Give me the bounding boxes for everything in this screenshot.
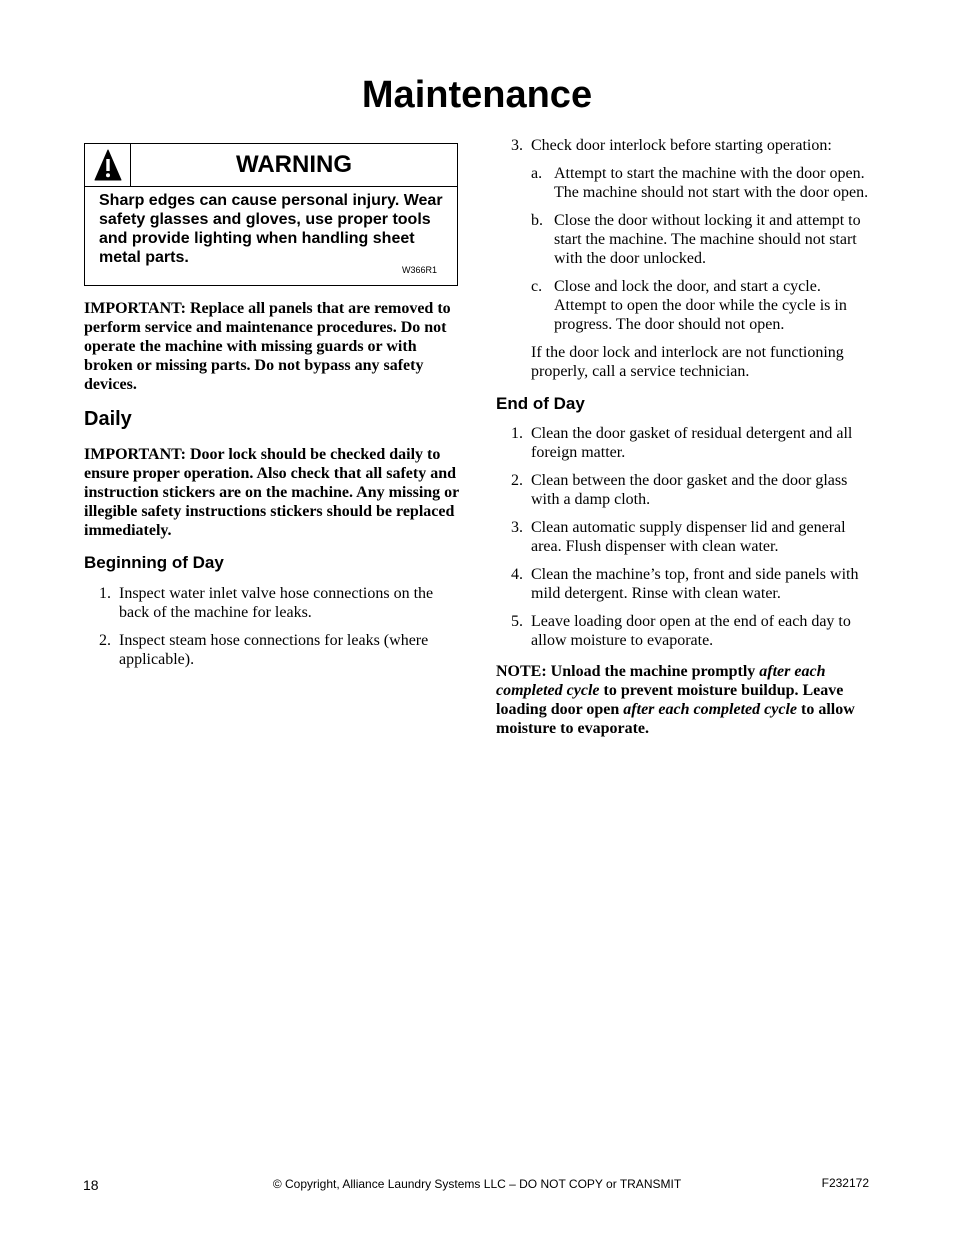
right-column xyxy=(496,136,870,738)
document-id: F232172 xyxy=(821,1176,869,1190)
page-title: Maintenance xyxy=(361,74,593,116)
beginning-of-day-steps xyxy=(84,584,460,669)
list-item: 3. Check door interlock before starting operation: xyxy=(511,137,832,154)
list-item: 1. Inspect water inlet valve hose connections on the back of the machine for leaks. xyxy=(99,585,434,621)
end-of-day-heading: End of Day xyxy=(496,394,585,413)
door-interlock-substeps xyxy=(496,164,870,334)
list-item: 3. Clean automatic supply dispenser lid and general area. Flush dispenser with clean water. xyxy=(511,519,846,555)
beginning-of-day-heading: Beginning of Day xyxy=(84,553,224,572)
beginning-of-day-steps-continued xyxy=(496,136,870,155)
list-item: 4. Clean the machine’s top, front and side panels with mild detergent. Rinse with clean water. xyxy=(511,566,859,602)
warning-text: Sharp edges can cause personal injury. Wear safety glasses and gloves, use proper tools and provide lighting when handling sheet metal parts. xyxy=(99,192,443,266)
list-item: c. Close and lock the door, and start a cycle. Attempt to open the door while the cycle is in progress. The door should not open. xyxy=(531,278,847,333)
warning-icon-cell xyxy=(85,144,131,186)
list-item: 2. Inspect steam hose connections for leaks (where applicable). xyxy=(99,632,429,668)
important-panels-notice: IMPORTANT: Replace all panels that are removed to perform service and maintenance procedures. Do not operate the machine with missing guards or with broken or missing parts. Do not bypass any safety devices. xyxy=(84,300,451,393)
left-column xyxy=(84,143,460,669)
warning-header xyxy=(85,144,457,187)
warning-heading: WARNING xyxy=(236,151,352,178)
daily-heading: Daily xyxy=(84,408,132,430)
list-item: 1. Clean the door gasket of residual detergent and all foreign matter. xyxy=(511,425,853,461)
moisture-note: NOTE: Unload the machine promptly after each completed cycle to prevent moisture buildup. Leave loading door open after each completed cycle to allow moisture to evaporate. xyxy=(496,663,855,737)
copyright-notice: © Copyright, Alliance Laundry Systems LLC – DO NOT COPY or TRANSMIT xyxy=(272,1177,682,1191)
list-item: 5. Leave loading door open at the end of each day to allow moisture to evaporate. xyxy=(511,613,851,649)
list-item: b. Close the door without locking it and attempt to start the machine. The machine should not start with the door unlocked. xyxy=(531,212,861,267)
warning-box xyxy=(84,143,458,286)
end-of-day-steps xyxy=(496,424,870,650)
warning-triangle-icon xyxy=(94,149,122,181)
interlock-followup: If the door lock and interlock are not functioning properly, call a service technician. xyxy=(531,344,844,380)
list-item: 2. Clean between the door gasket and the door glass with a damp cloth. xyxy=(511,472,848,508)
important-door-lock-notice: IMPORTANT: Door lock should be checked daily to ensure proper operation. Also check that all safety and instruction stickers are on the machine. Any missing or illegible safety instructions stickers should be replaced immediately. xyxy=(84,446,459,539)
page-number: 18 xyxy=(83,1177,99,1193)
warning-code: W366R1 xyxy=(401,265,437,275)
list-item: a. Attempt to start the machine with the door open. The machine should not start with the door open. xyxy=(531,165,869,201)
